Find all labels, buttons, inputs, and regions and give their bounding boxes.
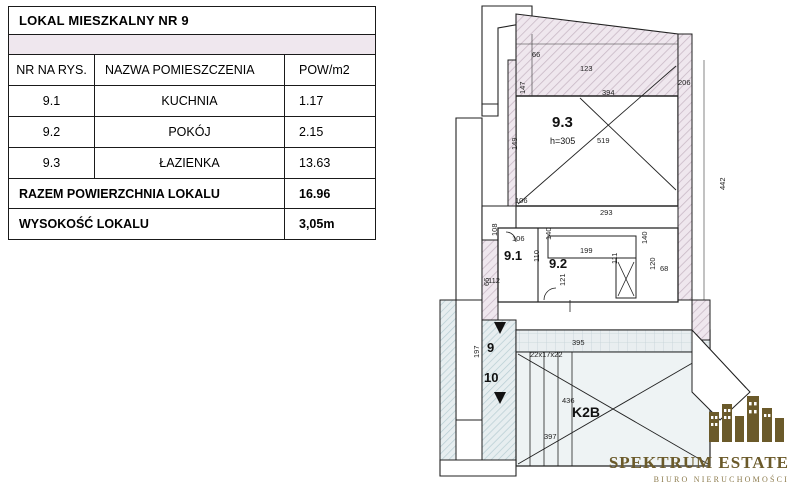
brand-name: SPEKTRUM ESTATE xyxy=(608,453,789,472)
table-row xyxy=(9,148,375,179)
dimension-106b: 106 xyxy=(512,234,525,243)
dimension-140b: 140 xyxy=(640,231,649,244)
dimension-147: 147 xyxy=(518,81,527,94)
cell-area: 13.63 xyxy=(299,156,331,170)
dimension-108: 108 xyxy=(490,223,499,236)
room-height-93: h=305 xyxy=(550,136,576,146)
total-area-label: RAZEM POWIERZCHNIA LOKALU xyxy=(9,179,285,208)
ceiling-height-label: WYSOKOŚĆ LOKALU xyxy=(9,209,285,239)
room-label-92: 9.2 xyxy=(549,256,568,271)
dimension-519: 519 xyxy=(597,136,610,145)
dimension-197: 197 xyxy=(472,345,481,358)
ceiling-height-value: 3,05m xyxy=(299,217,335,231)
dimension-120: 120 xyxy=(648,257,657,270)
cell-nr: 9.3 xyxy=(9,148,95,178)
dimension-66: 66 xyxy=(532,50,541,59)
cell-area: 1.17 xyxy=(299,94,324,108)
brand-logo xyxy=(539,453,789,484)
page-title: LOKAL MIESZKALNY NR 9 xyxy=(19,13,189,28)
table-total-row xyxy=(9,179,375,209)
header-cell-name: NAZWA POMIESZCZENIA xyxy=(95,55,285,85)
table-header-row xyxy=(9,55,375,86)
room-label-k2b: K2B xyxy=(572,404,601,420)
table-row xyxy=(9,86,375,117)
dimension-66b: 66 xyxy=(482,277,491,286)
cell-nr: 9.2 xyxy=(9,117,95,147)
table-accent-band xyxy=(9,35,375,55)
room-label-91: 9.1 xyxy=(504,248,523,263)
dimension-149: 149 xyxy=(510,137,519,150)
cell-nr: 9.1 xyxy=(9,86,95,116)
room-label-93: 9.3 xyxy=(552,114,573,131)
table-title-row xyxy=(9,7,375,35)
cell-name: KUCHNIA xyxy=(95,86,285,116)
dimension-112: 112 xyxy=(488,276,500,285)
spektrum-logo-mark xyxy=(705,390,791,446)
cell-area: 2.15 xyxy=(299,125,324,139)
dimension-206: 206 xyxy=(678,78,691,87)
dimension-106: 106 xyxy=(515,196,528,205)
dimension-397: 397 xyxy=(544,432,557,441)
dimension-436: 436 xyxy=(562,396,575,405)
dimension-123: 123 xyxy=(580,64,593,73)
dimension-442: 442 xyxy=(718,177,727,190)
apartment-summary-table xyxy=(8,6,376,240)
dimension-121: 121 xyxy=(558,273,567,286)
table-height-row xyxy=(9,209,375,239)
dimension-68: 68 xyxy=(660,264,669,273)
brand-subtitle: BIURO NIERUCHOMOŚCI xyxy=(653,475,789,484)
dimension-stair-spec: 22x17x22 xyxy=(530,350,563,359)
stair-label-10: 10 xyxy=(484,370,499,385)
dimension-111: 111 xyxy=(610,252,619,264)
cell-name: POKÓJ xyxy=(95,117,285,147)
dimension-199: 199 xyxy=(580,246,593,255)
dimension-140: 140 xyxy=(544,227,553,240)
header-cell-nr: NR NA RYS. xyxy=(9,55,95,85)
total-area-value: 16.96 xyxy=(299,186,331,201)
dimension-394: 394 xyxy=(602,88,615,97)
dimension-293: 293 xyxy=(600,208,613,217)
dimension-395: 395 xyxy=(572,338,585,347)
stair-label-9: 9 xyxy=(487,340,495,355)
header-cell-area: POW/m2 xyxy=(299,63,350,77)
cell-name: ŁAZIENKA xyxy=(95,148,285,178)
table-row xyxy=(9,117,375,148)
dimension-110: 110 xyxy=(532,250,541,262)
